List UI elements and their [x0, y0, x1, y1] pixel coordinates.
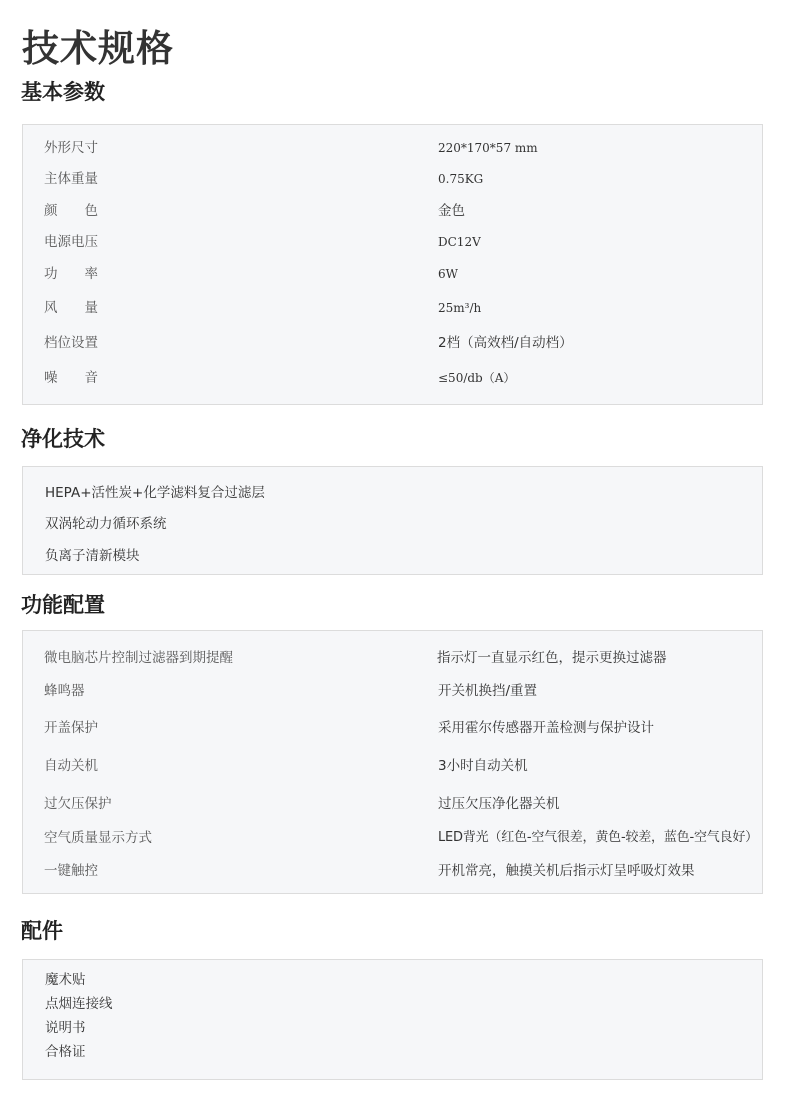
row-value: 采用霍尔传感器开盖检测与保护设计: [438, 720, 654, 736]
table-row: [23, 755, 762, 777]
purification-list: [22, 466, 763, 575]
row-value: 6W: [438, 267, 458, 281]
list-item: 负离子清新模块: [45, 548, 140, 564]
list-item: 点烟连接线: [45, 996, 113, 1012]
page-title: 技术规格: [22, 27, 174, 70]
row-label: 颜 色: [44, 203, 98, 219]
list-item: 合格证: [45, 1044, 86, 1060]
row-value: ≤50/db（A）: [438, 371, 516, 385]
row-label: 噪 音: [44, 370, 98, 386]
row-value: 2档（高效档/自动档）: [438, 335, 573, 351]
row-value: 金色: [438, 203, 465, 219]
row-value: 指示灯一直显示红色，提示更换过滤器: [437, 650, 667, 666]
row-value: LED背光（红色-空气很差，黄色-较差，蓝色-空气良好）: [438, 830, 758, 845]
row-label: 档位设置: [44, 335, 98, 351]
list-item: 魔术贴: [45, 972, 86, 988]
row-label: 外形尺寸: [44, 140, 98, 156]
row-value: 3小时自动关机: [438, 758, 528, 774]
table-row: [23, 200, 762, 222]
table-row: [23, 332, 762, 354]
table-row: [23, 647, 762, 669]
table-row: [23, 680, 762, 702]
row-label: 开盖保护: [44, 720, 98, 736]
list-item: 说明书: [45, 1020, 86, 1036]
row-label: 空气质量显示方式: [44, 830, 152, 846]
row-label: 功 率: [44, 266, 98, 282]
section-title-purification: 净化技术: [21, 427, 105, 451]
section-title-accessories: 配件: [21, 919, 63, 943]
row-label: 一键触控: [44, 863, 98, 879]
row-label: 蜂鸣器: [44, 683, 85, 699]
table-row: [23, 717, 762, 739]
row-label: 电源电压: [44, 234, 98, 250]
table-row: [23, 297, 762, 319]
table-row: [23, 137, 762, 159]
table-row: [23, 793, 762, 815]
row-value: 过压欠压净化器关机: [438, 796, 560, 812]
table-row: [23, 860, 762, 882]
row-value: DC12V: [438, 235, 481, 249]
table-row: [23, 367, 762, 389]
row-label: 过欠压保护: [44, 796, 112, 812]
row-value: 开机常亮，触摸关机后指示灯呈呼吸灯效果: [438, 863, 695, 879]
basic-params-table: [22, 124, 763, 405]
list-item: HEPA+活性炭+化学滤料复合过滤层: [45, 485, 265, 501]
list-item: 双涡轮动力循环系统: [45, 516, 167, 532]
section-title-basic: 基本参数: [21, 80, 105, 104]
section-title-features: 功能配置: [21, 593, 105, 617]
table-row: [23, 231, 762, 253]
row-value: 25m³/h: [438, 301, 482, 315]
row-label: 风 量: [44, 300, 98, 316]
features-table: [22, 630, 763, 894]
table-row: [23, 263, 762, 285]
row-label: 微电脑芯片控制过滤器到期提醒: [44, 650, 233, 666]
row-label: 自动关机: [44, 758, 98, 774]
table-row: [23, 168, 762, 190]
row-value: 220*170*57 mm: [438, 141, 538, 155]
table-row: [23, 827, 762, 849]
accessories-list: [22, 959, 763, 1080]
row-label: 主体重量: [44, 171, 98, 187]
row-value: 开关机换挡/重置: [438, 683, 538, 699]
row-value: 0.75KG: [438, 172, 484, 186]
